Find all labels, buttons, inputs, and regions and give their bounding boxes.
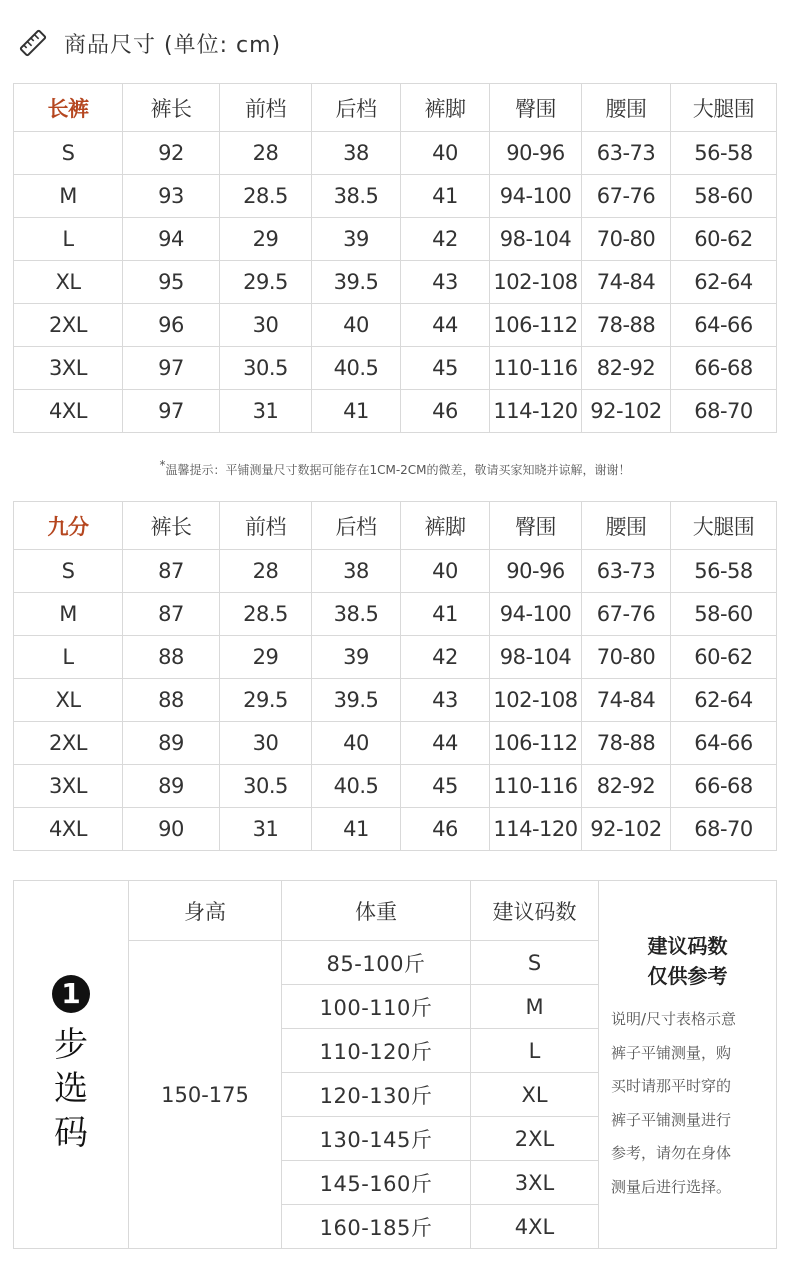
note-mark: * — [159, 458, 166, 472]
header-height: 身高 — [129, 881, 282, 941]
table-cell: 38.5 — [312, 175, 401, 218]
table-cell: 38.5 — [312, 593, 401, 636]
weight-range: 145-160斤 — [282, 1161, 471, 1205]
table-cell: 41 — [401, 175, 490, 218]
section-title: 商品尺寸 (单位: cm) — [64, 32, 282, 58]
table-cell: 82-92 — [582, 765, 671, 808]
weight-range: 120-130斤 — [282, 1073, 471, 1117]
suggested-size: L — [471, 1029, 599, 1073]
table-cell: 28 — [220, 550, 312, 593]
table-row — [14, 347, 777, 390]
table-row — [14, 175, 777, 218]
suggested-size: S — [471, 941, 599, 985]
table-cell: 70-80 — [582, 218, 671, 261]
table-cell: 95 — [123, 261, 220, 304]
table-cell: 114-120 — [490, 808, 582, 851]
table-cell: 29.5 — [220, 679, 312, 722]
table-cell: 29 — [220, 218, 312, 261]
table-cell: 40 — [312, 722, 401, 765]
tip-title-line: 仅供参考 — [647, 964, 728, 988]
table-cell: 110-116 — [490, 765, 582, 808]
table-cell: 88 — [123, 636, 220, 679]
table-cell: 31 — [220, 808, 312, 851]
table-header-row — [14, 84, 777, 132]
table-row — [14, 636, 777, 679]
table-cell: 30 — [220, 722, 312, 765]
column-header: 裤脚 — [401, 84, 490, 132]
tip-line: 测量后进行选择。 — [611, 1177, 732, 1196]
table-cell: 64-66 — [671, 722, 777, 765]
table-cell: 28 — [220, 132, 312, 175]
column-header: 大腿围 — [671, 502, 777, 550]
table-cell: 56-58 — [671, 550, 777, 593]
table-row — [14, 132, 777, 175]
table-cell: 90-96 — [490, 550, 582, 593]
tip-body — [611, 1003, 764, 1204]
table-cell: 88 — [123, 679, 220, 722]
table-cell: 67-76 — [582, 593, 671, 636]
table-cell: 82-92 — [582, 347, 671, 390]
table-cell: 56-58 — [671, 132, 777, 175]
tip-line: 参考，请勿在身体 — [611, 1144, 732, 1162]
column-header: 大腿围 — [671, 84, 777, 132]
table-cell: 38 — [312, 550, 401, 593]
table-row — [14, 304, 777, 347]
tip-line: 裤子平铺测量，购 — [611, 1043, 732, 1062]
column-header: 后档 — [312, 84, 401, 132]
size-label: 4XL — [14, 808, 123, 851]
step-char: 选 — [54, 1068, 88, 1109]
size-label: 3XL — [14, 765, 123, 808]
table-cell: 98-104 — [490, 218, 582, 261]
height-range: 150-175 — [129, 941, 282, 1249]
table-cell: 106-112 — [490, 722, 582, 765]
weight-range: 110-120斤 — [282, 1029, 471, 1073]
suggested-size: 4XL — [471, 1205, 599, 1249]
table-cell: 28.5 — [220, 175, 312, 218]
table-row — [14, 218, 777, 261]
table-cell: 60-62 — [671, 218, 777, 261]
size-label: S — [14, 132, 123, 175]
table-cell: 96 — [123, 304, 220, 347]
table-cell: 58-60 — [671, 175, 777, 218]
table-cell: 102-108 — [490, 261, 582, 304]
table-cell: 94 — [123, 218, 220, 261]
weight-range: 85-100斤 — [282, 941, 471, 985]
table-row — [14, 808, 777, 851]
table-cell: 29.5 — [220, 261, 312, 304]
tip-line: 裤子平铺测量进行 — [611, 1110, 732, 1129]
table-cell: 92-102 — [582, 390, 671, 433]
tip-line: 说明/尺寸表格示意 — [611, 1010, 737, 1028]
table-cell: 74-84 — [582, 679, 671, 722]
weight-range: 130-145斤 — [282, 1117, 471, 1161]
table-cell: 43 — [401, 679, 490, 722]
column-header: 臀围 — [490, 502, 582, 550]
table-cell: 90 — [123, 808, 220, 851]
tip-title-line: 建议码数 — [647, 934, 728, 958]
table-cell: 39.5 — [312, 679, 401, 722]
table-row — [14, 679, 777, 722]
table-cell: 74-84 — [582, 261, 671, 304]
table-style-label: 九分 — [14, 502, 123, 550]
table-cell: 97 — [123, 390, 220, 433]
column-header: 臀围 — [490, 84, 582, 132]
table-cell: 94-100 — [490, 593, 582, 636]
table-cell: 40.5 — [312, 765, 401, 808]
table-cell: 44 — [401, 304, 490, 347]
table-cell: 62-64 — [671, 261, 777, 304]
table-cell: 42 — [401, 218, 490, 261]
table-row — [14, 261, 777, 304]
table-cell: 39.5 — [312, 261, 401, 304]
column-header: 腰围 — [582, 502, 671, 550]
table-cell: 70-80 — [582, 636, 671, 679]
section-header — [18, 26, 281, 60]
table-cell: 97 — [123, 347, 220, 390]
tip-cell — [599, 881, 777, 1249]
table-cell: 68-70 — [671, 808, 777, 851]
size-label: 2XL — [14, 722, 123, 765]
table-cell: 46 — [401, 390, 490, 433]
table-cell: 62-64 — [671, 679, 777, 722]
table-cell: 87 — [123, 593, 220, 636]
table-cell: 67-76 — [582, 175, 671, 218]
table-cell: 66-68 — [671, 347, 777, 390]
table-row — [14, 593, 777, 636]
table-cell: 87 — [123, 550, 220, 593]
table-cell: 40 — [401, 550, 490, 593]
table-cell: 29 — [220, 636, 312, 679]
table-cell: 39 — [312, 636, 401, 679]
size-label: 2XL — [14, 304, 123, 347]
suggested-size: 3XL — [471, 1161, 599, 1205]
table-cell: 58-60 — [671, 593, 777, 636]
step-number-badge: 1 — [52, 975, 90, 1013]
table-cell: 45 — [401, 765, 490, 808]
header-weight: 体重 — [282, 881, 471, 941]
note-text: 温馨提示：平铺测量尺寸数据可能存在1CM-2CM的微差，敬请买家知晓并谅解，谢谢！ — [165, 463, 631, 477]
table-style-label: 长裤 — [14, 84, 123, 132]
table-cell: 41 — [312, 808, 401, 851]
weight-range: 100-110斤 — [282, 985, 471, 1029]
table-cell: 38 — [312, 132, 401, 175]
table-cell: 92 — [123, 132, 220, 175]
column-header: 裤长 — [123, 502, 220, 550]
table-cell: 30 — [220, 304, 312, 347]
table-cell: 30.5 — [220, 347, 312, 390]
table-cell: 93 — [123, 175, 220, 218]
suggested-size: XL — [471, 1073, 599, 1117]
tip-title — [611, 931, 764, 991]
table-header-row — [14, 502, 777, 550]
table-cell: 90-96 — [490, 132, 582, 175]
size-label: 3XL — [14, 347, 123, 390]
table-cell: 92-102 — [582, 808, 671, 851]
size-label: M — [14, 593, 123, 636]
table-cell: 60-62 — [671, 636, 777, 679]
table-cell: 102-108 — [490, 679, 582, 722]
table-cell: 41 — [401, 593, 490, 636]
table-cell: 40 — [312, 304, 401, 347]
table-cell: 45 — [401, 347, 490, 390]
table-cell: 110-116 — [490, 347, 582, 390]
tip-line: 买时请那平时穿的 — [611, 1077, 732, 1095]
table-cell: 40 — [401, 132, 490, 175]
table-cell: 78-88 — [582, 304, 671, 347]
table-cell: 40.5 — [312, 347, 401, 390]
column-header: 后档 — [312, 502, 401, 550]
column-header: 前档 — [220, 502, 312, 550]
size-label: M — [14, 175, 123, 218]
table-cell: 39 — [312, 218, 401, 261]
table-cell: 44 — [401, 722, 490, 765]
size-label: S — [14, 550, 123, 593]
table-cell: 89 — [123, 765, 220, 808]
table-cell: 43 — [401, 261, 490, 304]
table-row — [14, 550, 777, 593]
table-cell: 63-73 — [582, 132, 671, 175]
column-header: 前档 — [220, 84, 312, 132]
table-cell: 94-100 — [490, 175, 582, 218]
size-label: L — [14, 218, 123, 261]
table-cell: 89 — [123, 722, 220, 765]
suggested-size: M — [471, 985, 599, 1029]
table-cell: 64-66 — [671, 304, 777, 347]
table-cell: 31 — [220, 390, 312, 433]
table-cell: 41 — [312, 390, 401, 433]
table-row — [14, 722, 777, 765]
table-cell: 30.5 — [220, 765, 312, 808]
size-table-cropped-pants — [13, 501, 777, 851]
step-char: 码 — [54, 1112, 88, 1153]
table-cell: 63-73 — [582, 550, 671, 593]
step-char: 步 — [54, 1024, 88, 1065]
size-label: XL — [14, 679, 123, 722]
table-cell: 46 — [401, 808, 490, 851]
column-header: 裤长 — [123, 84, 220, 132]
step-cell — [14, 881, 129, 1249]
table-cell: 98-104 — [490, 636, 582, 679]
table-cell: 106-112 — [490, 304, 582, 347]
table-cell: 28.5 — [220, 593, 312, 636]
column-header: 腰围 — [582, 84, 671, 132]
size-picker-table — [13, 880, 777, 1249]
table-cell: 66-68 — [671, 765, 777, 808]
table-cell: 78-88 — [582, 722, 671, 765]
measurement-note — [0, 458, 790, 478]
size-table-long-pants — [13, 83, 777, 433]
step-label — [14, 975, 128, 1155]
size-label: 4XL — [14, 390, 123, 433]
table-cell: 42 — [401, 636, 490, 679]
table-row — [14, 390, 777, 433]
table-cell: 114-120 — [490, 390, 582, 433]
size-label: L — [14, 636, 123, 679]
header-size: 建议码数 — [471, 881, 599, 941]
table-cell: 68-70 — [671, 390, 777, 433]
weight-range: 160-185斤 — [282, 1205, 471, 1249]
table-row — [14, 765, 777, 808]
ruler-icon — [18, 28, 48, 58]
column-header: 裤脚 — [401, 502, 490, 550]
size-label: XL — [14, 261, 123, 304]
suggested-size: 2XL — [471, 1117, 599, 1161]
